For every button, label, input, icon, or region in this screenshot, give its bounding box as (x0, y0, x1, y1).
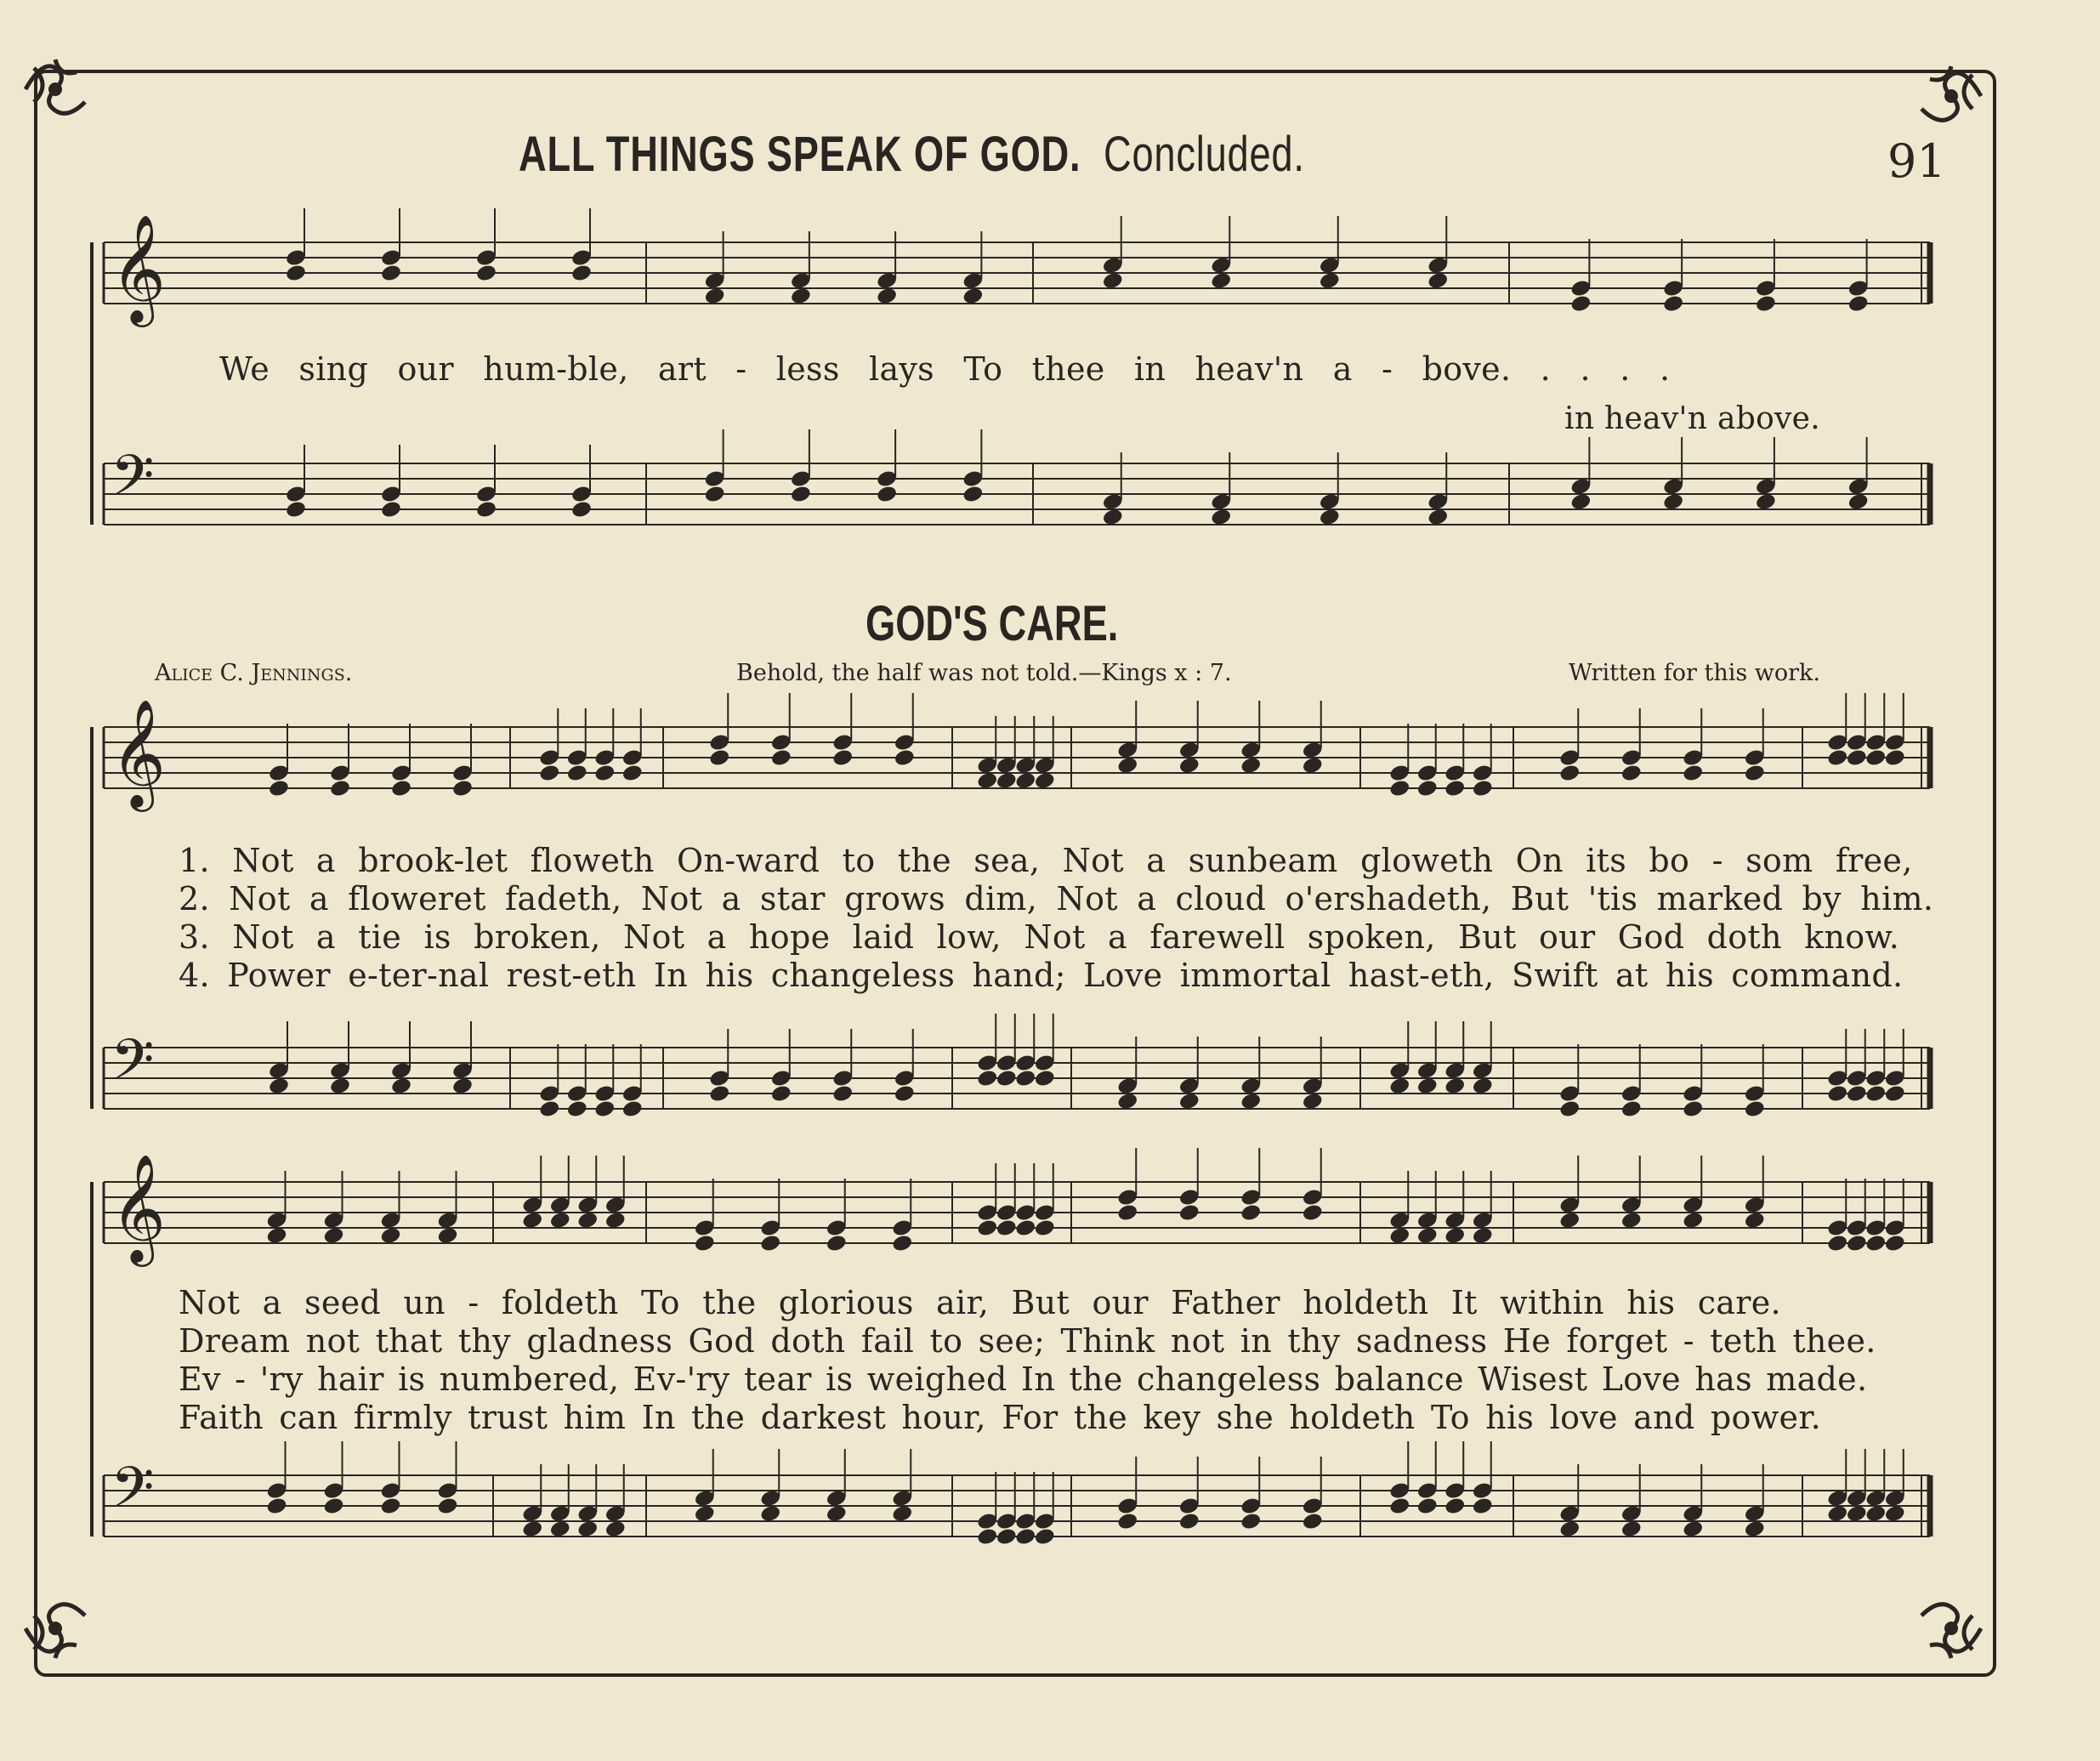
note-head (379, 1226, 401, 1246)
note-head (1884, 748, 1906, 768)
note-head (1014, 771, 1036, 791)
note-head (1416, 1076, 1439, 1096)
note-head (604, 1211, 627, 1230)
note-head (1444, 1076, 1466, 1096)
note-head (976, 771, 998, 791)
bass-clef-icon: 𝄢 (111, 1027, 155, 1106)
note-head (876, 287, 898, 306)
note-head (976, 1218, 998, 1238)
note-head (704, 287, 726, 306)
note-head (1302, 1092, 1324, 1111)
scripture-reference: Behold, the half was not told.—Kings x : 7. (736, 660, 1232, 686)
note-head (876, 485, 898, 504)
note-head (1744, 764, 1766, 783)
note-head (1388, 779, 1410, 798)
note-head (322, 1497, 344, 1516)
note-head (894, 748, 916, 768)
note-head (1864, 1084, 1887, 1104)
note-head (1620, 1099, 1643, 1119)
note-head (1472, 779, 1494, 798)
note-head (1416, 1497, 1439, 1516)
note-head (549, 1520, 571, 1539)
note-head (759, 1234, 781, 1253)
note-head (322, 1226, 344, 1246)
note-head (1014, 1527, 1036, 1547)
note-head (1847, 492, 1870, 512)
note-head (1416, 1226, 1439, 1246)
note-head (694, 1504, 716, 1524)
note-head (1178, 1512, 1200, 1531)
author-credit: Alice C. Jennings. (155, 660, 353, 686)
note-head (538, 1099, 560, 1119)
note-head (1116, 1512, 1138, 1531)
note-head (566, 764, 588, 783)
treble-clef-icon: 𝄞 (111, 213, 167, 322)
note-head (475, 500, 497, 520)
verse-line: Not a seed un - foldeth To the glorious air, But our Father holdeth It within his care. (179, 1284, 1781, 1321)
note-head (329, 779, 351, 798)
note-head (1755, 492, 1777, 512)
treble-clef-icon: 𝄞 (111, 1153, 167, 1262)
lyric-line: We sing our hum-ble, art - less lays To thee in heav'n a - bove. . . . . (219, 350, 1671, 388)
note-head (996, 1527, 1018, 1547)
note-head (790, 287, 812, 306)
note-head (1014, 1069, 1036, 1088)
verse-line: Ev - 'ry hair is numbered, Ev-'ry tear is weighed In the changeless balance Wisest Love has made. (179, 1361, 1868, 1398)
note-head (1884, 1084, 1906, 1104)
note-head (1102, 271, 1124, 291)
note-head (1102, 508, 1124, 527)
note-head (996, 771, 1018, 791)
note-head (285, 500, 307, 520)
page-number: 91 (1887, 134, 1946, 188)
note-head (1302, 756, 1324, 775)
note-head (1240, 1203, 1262, 1223)
bass-clef-icon: 𝄢 (111, 443, 155, 522)
note-head (1884, 1504, 1906, 1524)
note-head (380, 264, 402, 283)
note-head (436, 1497, 458, 1516)
note-head (1472, 1226, 1494, 1246)
note-head (831, 748, 854, 768)
note-head (1864, 1504, 1887, 1524)
note-head (521, 1520, 543, 1539)
note-head (1826, 748, 1848, 768)
note-head (1846, 1234, 1868, 1253)
note-head (1240, 756, 1262, 775)
note-head (1116, 756, 1138, 775)
note-head (891, 1504, 913, 1524)
note-head (576, 1520, 599, 1539)
note-head (329, 1076, 351, 1096)
hymn-title: GOD'S CARE. (866, 596, 1119, 651)
composition-note: Written for this work. (1569, 660, 1820, 686)
note-head (1034, 1218, 1056, 1238)
note-head (1682, 1211, 1704, 1230)
note-head (380, 500, 402, 520)
note-head (1388, 1497, 1410, 1516)
note-head (1444, 779, 1466, 798)
note-head (790, 485, 812, 504)
note-head (1826, 1084, 1848, 1104)
note-head (826, 1504, 848, 1524)
note-head (621, 1099, 644, 1119)
note-head (475, 264, 497, 283)
note-head (1472, 1076, 1494, 1096)
note-head (1864, 1234, 1887, 1253)
note-head (1210, 508, 1232, 527)
note-head (593, 1099, 616, 1119)
note-head (1846, 1084, 1868, 1104)
note-head (770, 748, 792, 768)
note-head (621, 764, 644, 783)
note-head (1826, 1234, 1848, 1253)
verse-line: 2. Not a floweret fadeth, Not a star grows dim, Not a cloud o'ershadeth, But 'tis marked by him. (179, 880, 1934, 917)
note-head (1682, 764, 1704, 783)
note-head (1620, 1211, 1643, 1230)
note-head (1620, 1520, 1643, 1539)
note-head (1472, 1497, 1494, 1516)
note-head (1427, 508, 1449, 527)
note-head (268, 779, 290, 798)
note-head (1178, 756, 1200, 775)
note-head (1444, 1226, 1466, 1246)
verse-line: 3. Not a tie is broken, Not a hope laid low, Not a farewell spoken, But our God doth know. (179, 918, 1900, 956)
note-head (891, 1234, 913, 1253)
note-head (1744, 1520, 1766, 1539)
note-head (1682, 1520, 1704, 1539)
note-head (576, 1211, 599, 1230)
note-head (1116, 1092, 1138, 1111)
note-head (1319, 271, 1341, 291)
note-head (831, 1084, 854, 1104)
note-head (604, 1520, 627, 1539)
note-head (1178, 1203, 1200, 1223)
note-head (1755, 294, 1777, 314)
note-head (1744, 1211, 1766, 1230)
note-head (1558, 1099, 1581, 1119)
note-head (1846, 1504, 1868, 1524)
note-head (549, 1211, 571, 1230)
note-head (1116, 1203, 1138, 1223)
note-head (1846, 748, 1868, 768)
note-head (1388, 1226, 1410, 1246)
note-head (1569, 492, 1592, 512)
note-head (996, 1069, 1018, 1088)
note-head (1427, 271, 1449, 291)
note-head (1034, 1069, 1056, 1088)
note-head (704, 485, 726, 504)
note-head (976, 1527, 998, 1547)
note-head (770, 1084, 792, 1104)
verse-line: 1. Not a brook-let floweth On-ward to the sea, Not a sunbeam gloweth On its bo - som free, (179, 842, 1913, 879)
note-head (1884, 1234, 1906, 1253)
concluded-label: Concluded. (1104, 127, 1305, 182)
note-head (451, 779, 474, 798)
note-head (708, 748, 730, 768)
note-head (759, 1504, 781, 1524)
note-head (436, 1226, 458, 1246)
bass-echo-lyric: in heav'n above. (1564, 401, 1821, 436)
note-head (962, 287, 984, 306)
verse-line: 4. Power e-ter-nal rest-eth In his changeless hand; Love immortal hast-eth, Swift at his command. (179, 957, 1904, 994)
note-head (1034, 1527, 1056, 1547)
note-head (1444, 1497, 1466, 1516)
note-head (538, 764, 560, 783)
note-head (1864, 748, 1887, 768)
note-head (826, 1234, 848, 1253)
note-head (1178, 1092, 1200, 1111)
note-head (1558, 764, 1581, 783)
note-head (708, 1084, 730, 1104)
treble-clef-icon: 𝄞 (111, 698, 167, 807)
note-head (1014, 1218, 1036, 1238)
note-head (1210, 271, 1232, 291)
note-head (1416, 779, 1439, 798)
note-head (962, 485, 984, 504)
note-head (1569, 294, 1592, 314)
note-head (570, 264, 593, 283)
note-head (265, 1226, 287, 1246)
note-head (996, 1218, 1018, 1238)
bass-clef-icon: 𝄢 (111, 1455, 155, 1534)
note-head (265, 1497, 287, 1516)
note-head (1240, 1512, 1262, 1531)
note-head (1847, 294, 1870, 314)
note-head (390, 1076, 412, 1096)
note-head (1388, 1076, 1410, 1096)
verse-line: Dream not that thy gladness God doth fail to see; Think not in thy sadness He forget - teth thee. (179, 1322, 1876, 1360)
note-head (1558, 1520, 1581, 1539)
note-head (1826, 1504, 1848, 1524)
verse-line: Faith can firmly trust him In the darkest hour, For the key she holdeth To his love and power. (179, 1399, 1821, 1436)
note-head (1744, 1099, 1766, 1119)
note-head (390, 779, 412, 798)
note-head (1662, 492, 1684, 512)
note-head (451, 1076, 474, 1096)
note-head (521, 1211, 543, 1230)
note-head (593, 764, 616, 783)
note-head (1240, 1092, 1262, 1111)
note-head (1620, 764, 1643, 783)
note-head (894, 1084, 916, 1104)
hymn-title: ALL THINGS SPEAK OF GOD. (519, 127, 1081, 182)
note-head (1662, 294, 1684, 314)
note-head (1558, 1211, 1581, 1230)
note-head (268, 1076, 290, 1096)
note-head (694, 1234, 716, 1253)
note-head (1319, 508, 1341, 527)
note-head (1302, 1203, 1324, 1223)
note-head (285, 264, 307, 283)
note-head (1682, 1099, 1704, 1119)
note-head (570, 500, 593, 520)
note-head (566, 1099, 588, 1119)
note-head (1034, 771, 1056, 791)
note-head (1302, 1512, 1324, 1531)
note-head (976, 1069, 998, 1088)
note-head (379, 1497, 401, 1516)
